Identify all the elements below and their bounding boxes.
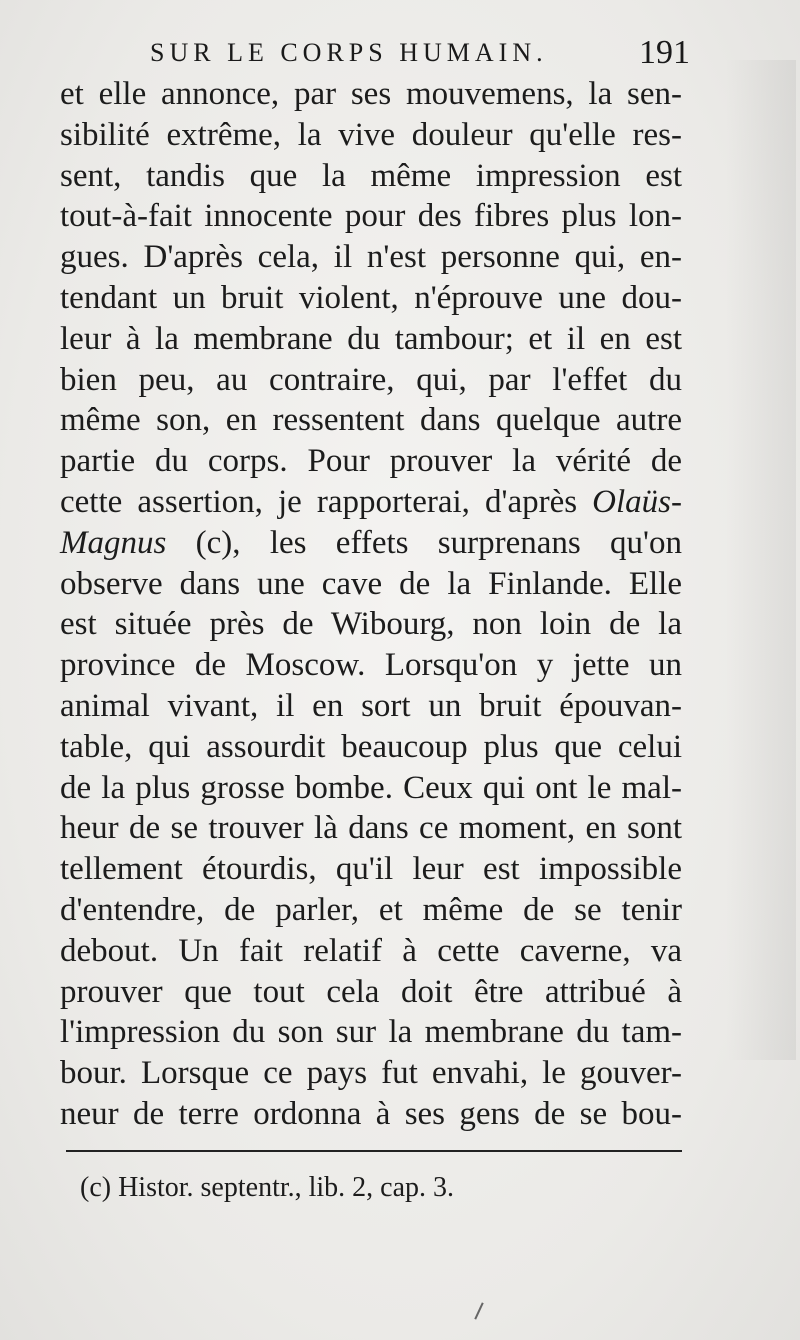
text-line: tellement étourdis, qu'il leur est impossible: [60, 851, 682, 888]
page-number: 191: [639, 34, 690, 71]
text-line: gues. D'après cela, il n'est personne qui, en-: [60, 239, 682, 276]
text-segment: (c), les effets surprenans qu'on: [166, 524, 682, 561]
text-line: heur de se trouver là dans ce moment, en sont: [60, 810, 682, 847]
text-line: animal vivant, il en sort un bruit épouvan-: [60, 687, 682, 724]
text-line: l'impression du son sur la membrane du tam-: [60, 1014, 682, 1051]
text-line: [60, 523, 682, 564]
text-line: sibilité extrême, la vive douleur qu'elle res-: [60, 116, 682, 153]
footnote: (c) Histor. septentr., lib. 2, cap. 3.: [80, 1172, 455, 1203]
paper-mark: [474, 1302, 483, 1319]
text-line: bien peu, au contraire, qui, par l'effet du: [60, 361, 682, 398]
show-through-shadow: [726, 60, 796, 1060]
text-line: prouver que tout cela doit être attribué à: [60, 973, 682, 1010]
author-name-italic: Magnus: [60, 524, 167, 561]
body-text: [60, 74, 682, 1135]
text-line: partie du corps. Pour prouver la vérité de: [60, 443, 682, 480]
text-line: debout. Un fait relatif à cette caverne, va: [60, 932, 682, 969]
footnote-rule: [66, 1150, 682, 1152]
text-line: de la plus grosse bombe. Ceux qui ont le mal-: [60, 769, 682, 806]
text-line: tendant un bruit violent, n'éprouve une dou-: [60, 279, 682, 316]
running-head: [150, 30, 690, 80]
text-line: est située près de Wibourg, non loin de la: [60, 606, 682, 643]
author-name-italic: Olaüs-: [592, 483, 682, 520]
text-line: bour. Lorsque ce pays fut envahi, le gouver-: [60, 1055, 682, 1092]
text-line: tout-à-fait innocente pour des fibres plus lon-: [60, 198, 682, 235]
text-line: d'entendre, de parler, et même de se tenir: [60, 891, 682, 928]
running-title: SUR LE CORPS HUMAIN.: [150, 38, 548, 67]
text-line: leur à la membrane du tambour; et il en est: [60, 320, 682, 357]
text-line: observe dans une cave de la Finlande. Elle: [60, 565, 682, 602]
text-line: et elle annonce, par ses mouvemens, la sen-: [60, 76, 682, 112]
text-line: neur de terre ordonna à ses gens de se bou-: [60, 1095, 682, 1132]
text-line: sent, tandis que la même impression est: [60, 157, 682, 194]
text-segment: cette assertion, je rapporterai, d'après: [60, 483, 593, 520]
text-line: même son, en ressentent dans quelque autre: [60, 402, 682, 439]
text-line: province de Moscow. Lorsqu'on y jette un: [60, 647, 682, 684]
text-line: table, qui assourdit beaucoup plus que celui: [60, 728, 682, 765]
text-line: [60, 482, 682, 523]
